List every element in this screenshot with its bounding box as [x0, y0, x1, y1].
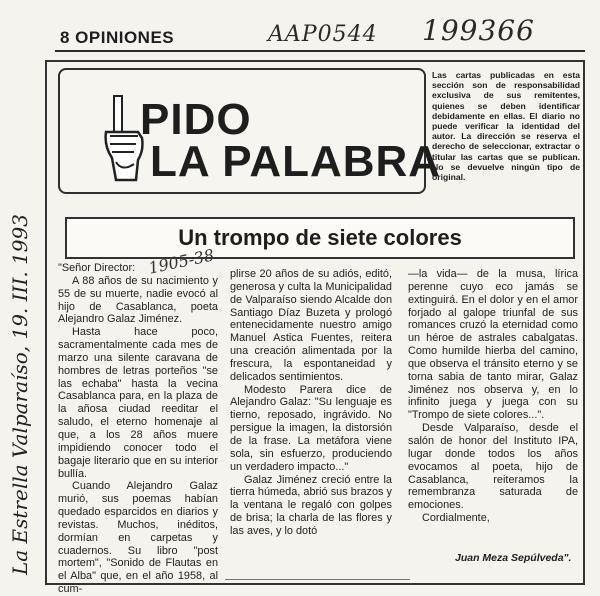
bottom-rule [225, 579, 410, 580]
author-signature: Juan Meza Sepúlveda". [455, 552, 572, 564]
article-title: Un trompo de siete colores [178, 225, 462, 250]
stamp-number: 1905-38 [146, 245, 216, 278]
paragraph: Cordialmente, [422, 512, 490, 525]
handwritten-code: AAP0544 [268, 22, 378, 47]
article-column-2 [230, 268, 392, 538]
handwritten-number: 199366 [422, 14, 535, 47]
side-handwriting: La Estrella Valparaíso, 19. III. 1993 [8, 214, 32, 575]
raised-hand-icon [100, 92, 144, 184]
page-section-label: 8 OPINIONES [60, 28, 175, 47]
paragraph: A 88 años de su nacimiento y 55 de su muerte, nadie evocó al hijo de Casablanca, poeta Alejandro Galaz Jiménez. [58, 274, 218, 326]
header-rule [55, 50, 585, 52]
paragraph: "Señor Director: [58, 262, 136, 274]
banner-title-line1: PIDO [140, 95, 252, 144]
paragraph: Desde Valparaíso, desde el salón de honor del Instituto IPA, lugar donde todos los años evocamos al poeta, hijo de Casablanca, reiteramos la remembranza saturada de emociones. [408, 422, 578, 512]
paragraph: —la vida— de la musa, lírica perenne cuyo eco jamás se extinguirá. En el dolor y en el amor forjado al galope triunfal de sus romances cruzó la eternidad como un héroe de astrales cabalgatas. Como humilde hierba del camino, que observa el tránsito eterno y se torna sabia de tanto mirar, Galaz Jiménez nos observa y, en lo infinito juega y juega con su "Trompo de siete colores...". [408, 268, 578, 422]
article-column-1 [58, 262, 218, 596]
paragraph: plirse 20 años de su adiós, editó, generosa y culta la Municipalidad de Valparaíso siendo Alcalde don Santiago Díaz Buzeta y prologó entenecidamente nuestro amigo Manuel Astica Fuentes, reitera una creación alimentada por la frescura, la espontaneidad y delicados sentimientos. [230, 268, 392, 383]
article-column-3 [408, 268, 578, 525]
disclaimer-text: Las cartas publicadas en esta sección son de responsabilidad exclusiva de sus remitentes, quienes se deben identificar debidamente en ellas. El diario no puede verificar la identidad del autor. La dirección se reserva el derecho de seleccionar, extractar o titular las cartas que se publican. No se devuelve ningún tipo de original. [432, 70, 580, 183]
paragraph: Hasta hace poco, sacramentalmente cada mes de marzo una silente caravana de hombres de letras porteños "se las echaba" hasta la vecina Casablanca para, en la plaza de la añosa ciudad reeditar el saludo, el eterno homenaje al que, a los 28 años muere impidiendo conocer todo el bagaje literario que en su interior bullía. [58, 326, 218, 480]
paragraph: Cuando Alejandro Galaz murió, sus poemas habían quedado esparcidos en diarios y revistas. Muchos, inéditos, dormían en carpetas y cuadernos. Su libro "post mortem", "Sonido de Flautas en el Alba" que, en el año 1958, al cum- [58, 480, 218, 596]
paragraph: Modesto Parera dice de Alejandro Galaz: "Su lenguaje es tierno, reposado, ingrávido. No persigue la imagen, la distorsión de la frase. La metáfora viene sola, sin esfuerzo, produciendo un verdadero impacto..." [230, 383, 392, 473]
banner-title-line2: LA PALABRA [150, 137, 442, 186]
paragraph: Galaz Jiménez creció entre la tierra húmeda, abrió sus brazos y la ventana le regaló con golpes de brisa; la charla de las flores y las aves, y lo dotó [230, 473, 392, 537]
